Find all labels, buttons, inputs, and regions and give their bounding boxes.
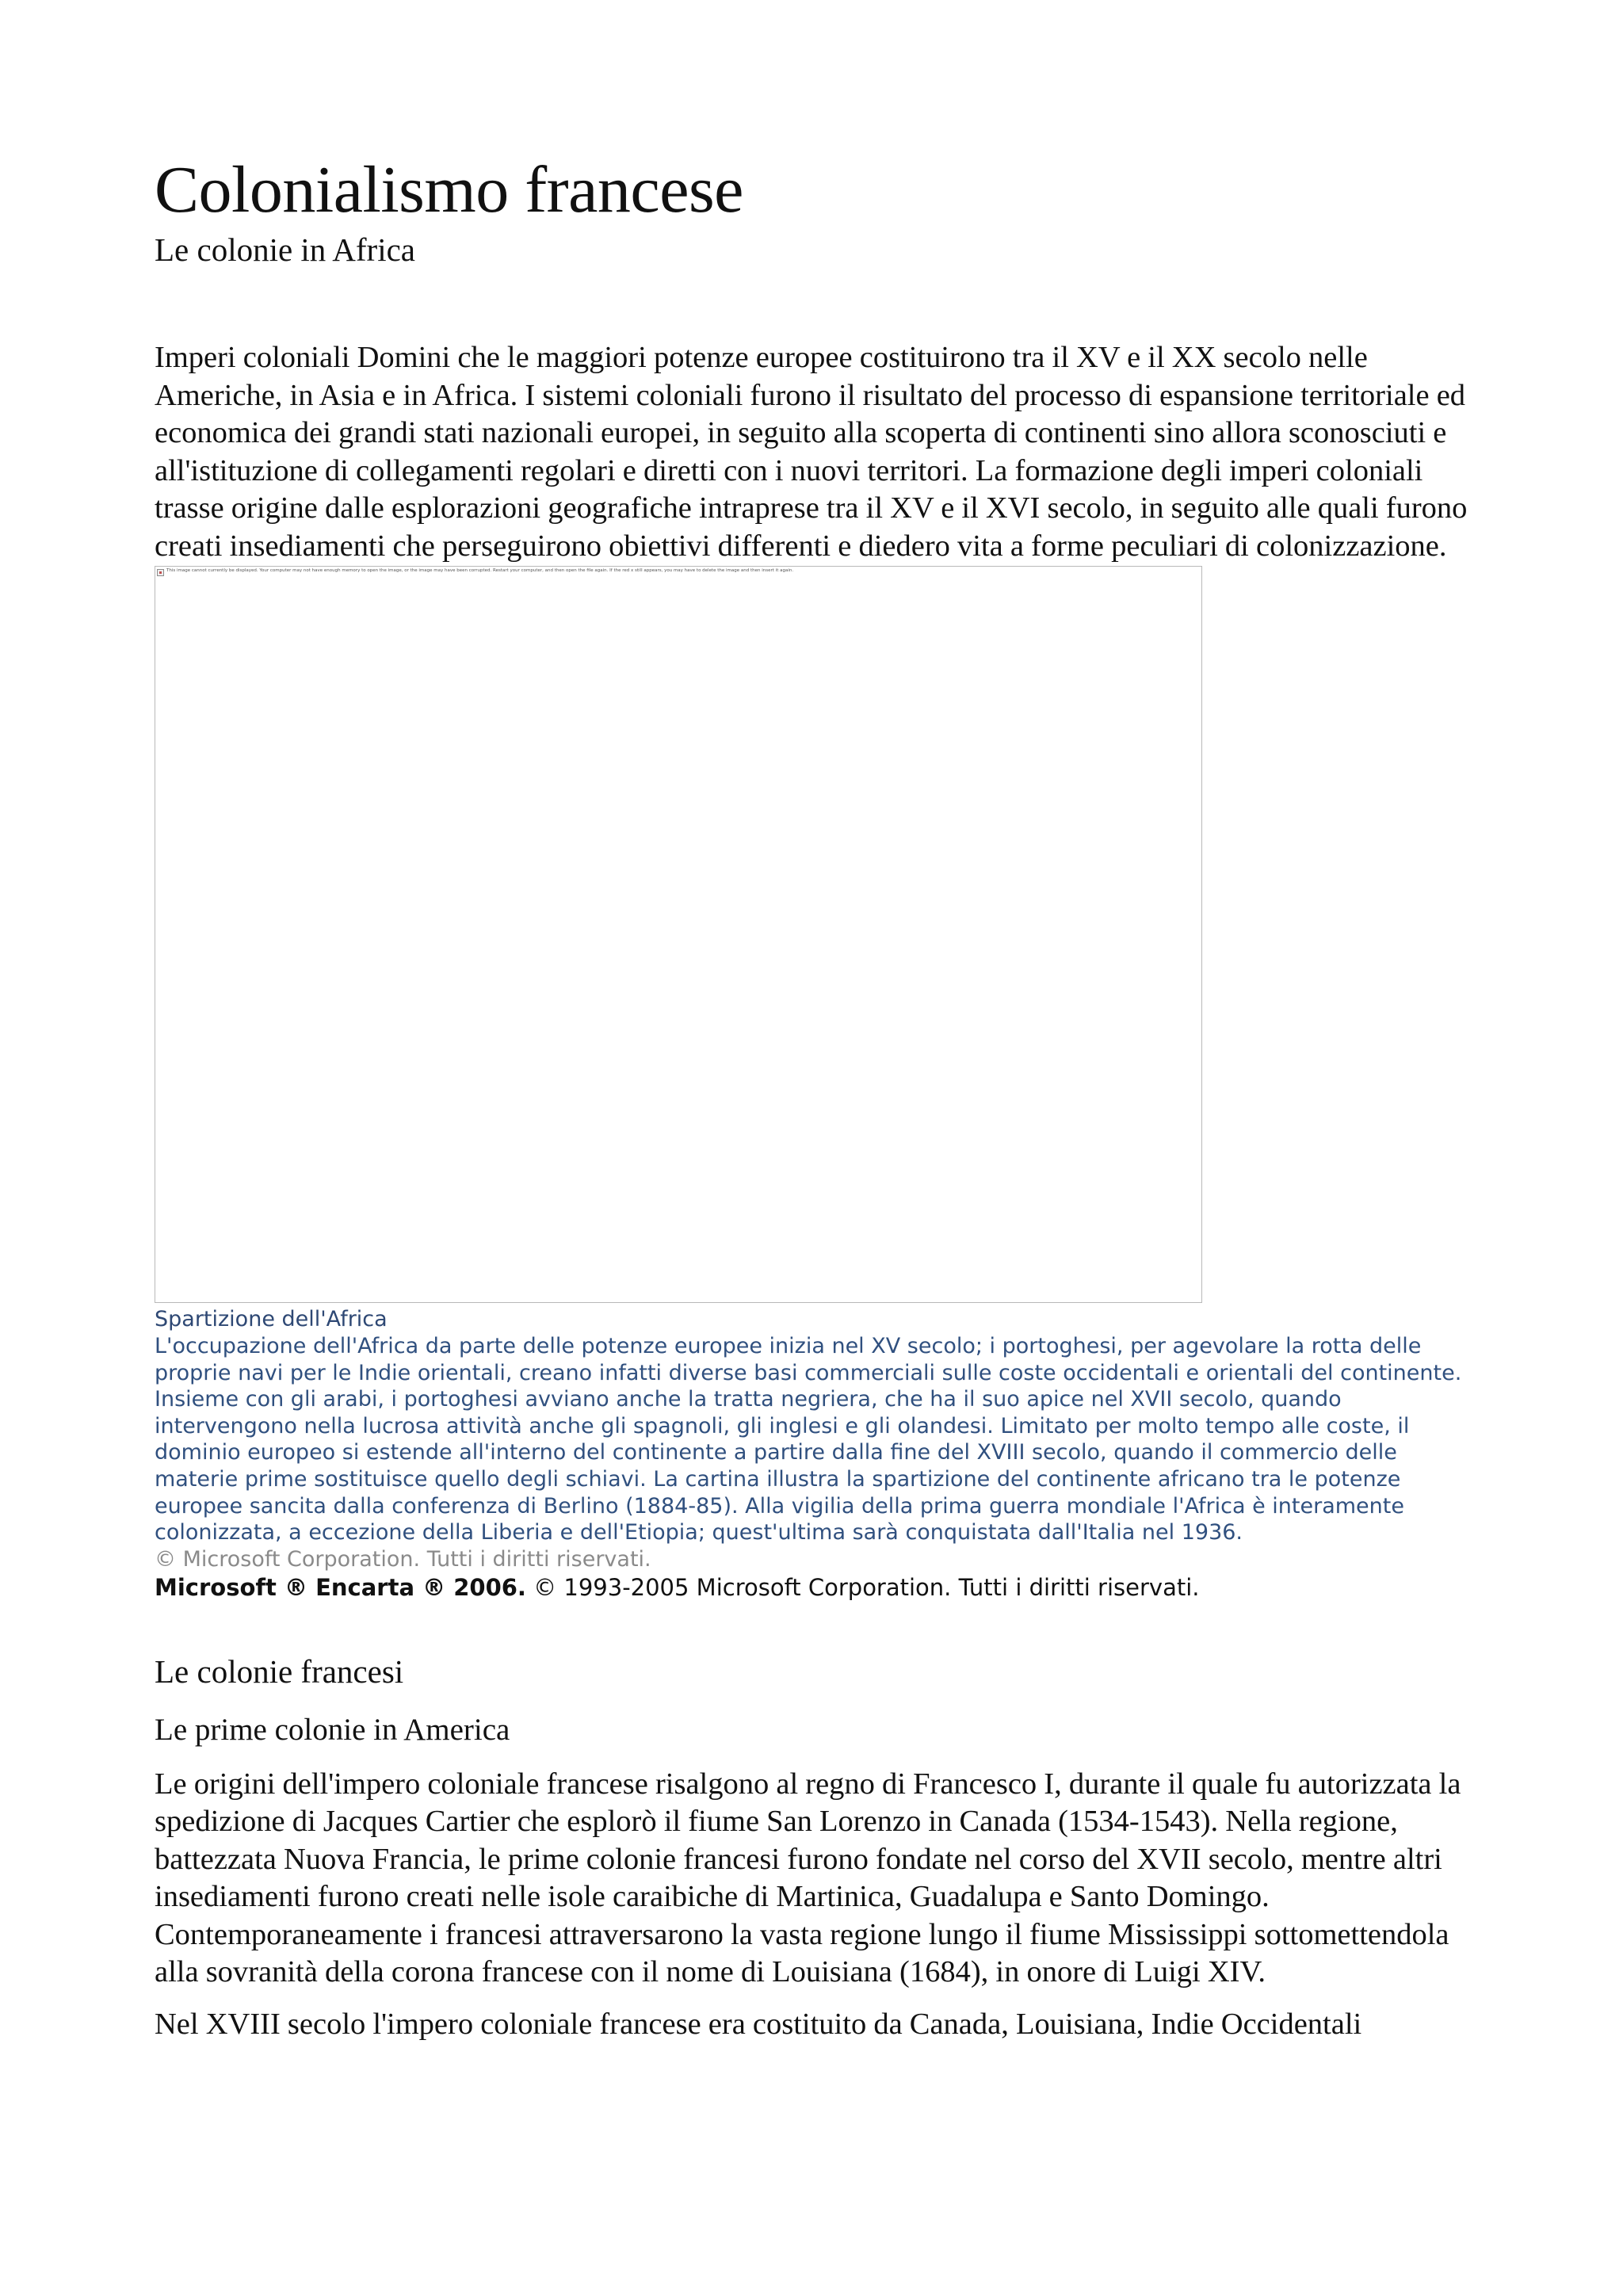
broken-image-icon [157,569,164,576]
subsection-heading: Le prime colonie in America [155,1712,510,1747]
section-heading: Le colonie francesi [155,1652,404,1690]
encarta-credit [155,1572,1474,1603]
document-content [155,151,1474,2043]
encarta-credit-bold: Microsoft ® Encarta ® 2006. [155,1573,526,1601]
broken-image-placeholder [155,566,1202,1303]
body-paragraph-continued: Nel XVIII secolo l'impero coloniale francese era costituito da Canada, Louisiana, Indie Occidentali [155,2007,1362,2041]
caption-text: L'occupazione dell'Africa da parte delle potenze europee inizia nel XV secolo; i portoghesi, per agevolare la rotta delle proprie navi per le Indie orientali, creano infatti diverse basi commerciali sulle coste occidentali e orientali del continente. Insieme con gli arabi, i portoghesi avviano anche la tratta negriera, che ha il suo apice nel XVII secolo, quando intervengono nella lucrosa attività anche gli spagnoli, gli inglesi e gli olandesi. Limitato per molto tempo alle coste, il dominio europeo si estende all'interno del continente a partire dalla fine del XVIII secolo, quando il commercio delle materie prime sostituisce quello degli schiavi. La cartina illustra la spartizione del continente africano tra le potenze europee sancita dalla conferenza di Berlino (1884-85). Alla vigilia della prima guerra mondiale l'Africa è interamente colonizzata, a eccezione della Liberia e dell'Etiopia; quest'ultima sarà conquistata dall'Italia nel 1936. [155,1334,1462,1545]
document-subtitle: Le colonie in Africa [155,231,416,268]
body-paragraph: Le origini dell'impero coloniale francese risalgono al regno di Francesco I, durante il quale fu autorizzata la spedizione di Jacques Cartier che esplorò il fiume San Lorenzo in Canada (1534-1543). Nella regione, battezzata Nuova Francia, le prime colonie francesi furono fondate nel corso del XVII secolo, mentre altri insediamenti furono creati nelle isole caraibiche di Martinica, Guadalupa e Santo Domingo. Contemporaneamente i francesi attraversarono la vasta regione lungo il fiume Mississippi sottomettendola alla sovranità della corona francese con il nome di Louisiana (1684), in onore di Luigi XIV. [155,1767,1461,1989]
document-title: Colonialismo francese [155,153,743,227]
image-caption [155,1306,1474,1572]
intro-paragraph: Imperi coloniali Domini che le maggiori potenze europee costituirono tra il XV e il XX secolo nelle Americhe, in Asia e in Africa. I sistemi coloniali furono il risultato del processo di espansione territoriale ed economica dei grandi stati nazionali europei, in seguito alla scoperta di continenti sino allora sconosciuti e all'istituzione di collegamenti regolari e diretti con i nuovi territori. La formazione degli imperi coloniali trasse origine dalle esplorazioni geografiche intraprese tra il XV e il XVI secolo, in seguito alle quali furono creati insediamenti che perseguirono obiettivi differenti e diedero vita a forme peculiari di colonizzazione. [155,341,1468,563]
image-error-message: This image cannot currently be displayed. Your computer may not have enough memory to open the image, or the image may have been corrupted. Restart your computer, and then open the file again. If the red x still appears, you may have to delete the image and then insert it again. [166,568,794,573]
encarta-credit-rest: © 1993-2005 Microsoft Corporation. Tutti i diritti riservati. [525,1573,1200,1601]
caption-copyright: © Microsoft Corporation. Tutti i diritti riservati. [155,1546,651,1572]
caption-title: Spartizione dell'Africa [155,1307,388,1331]
